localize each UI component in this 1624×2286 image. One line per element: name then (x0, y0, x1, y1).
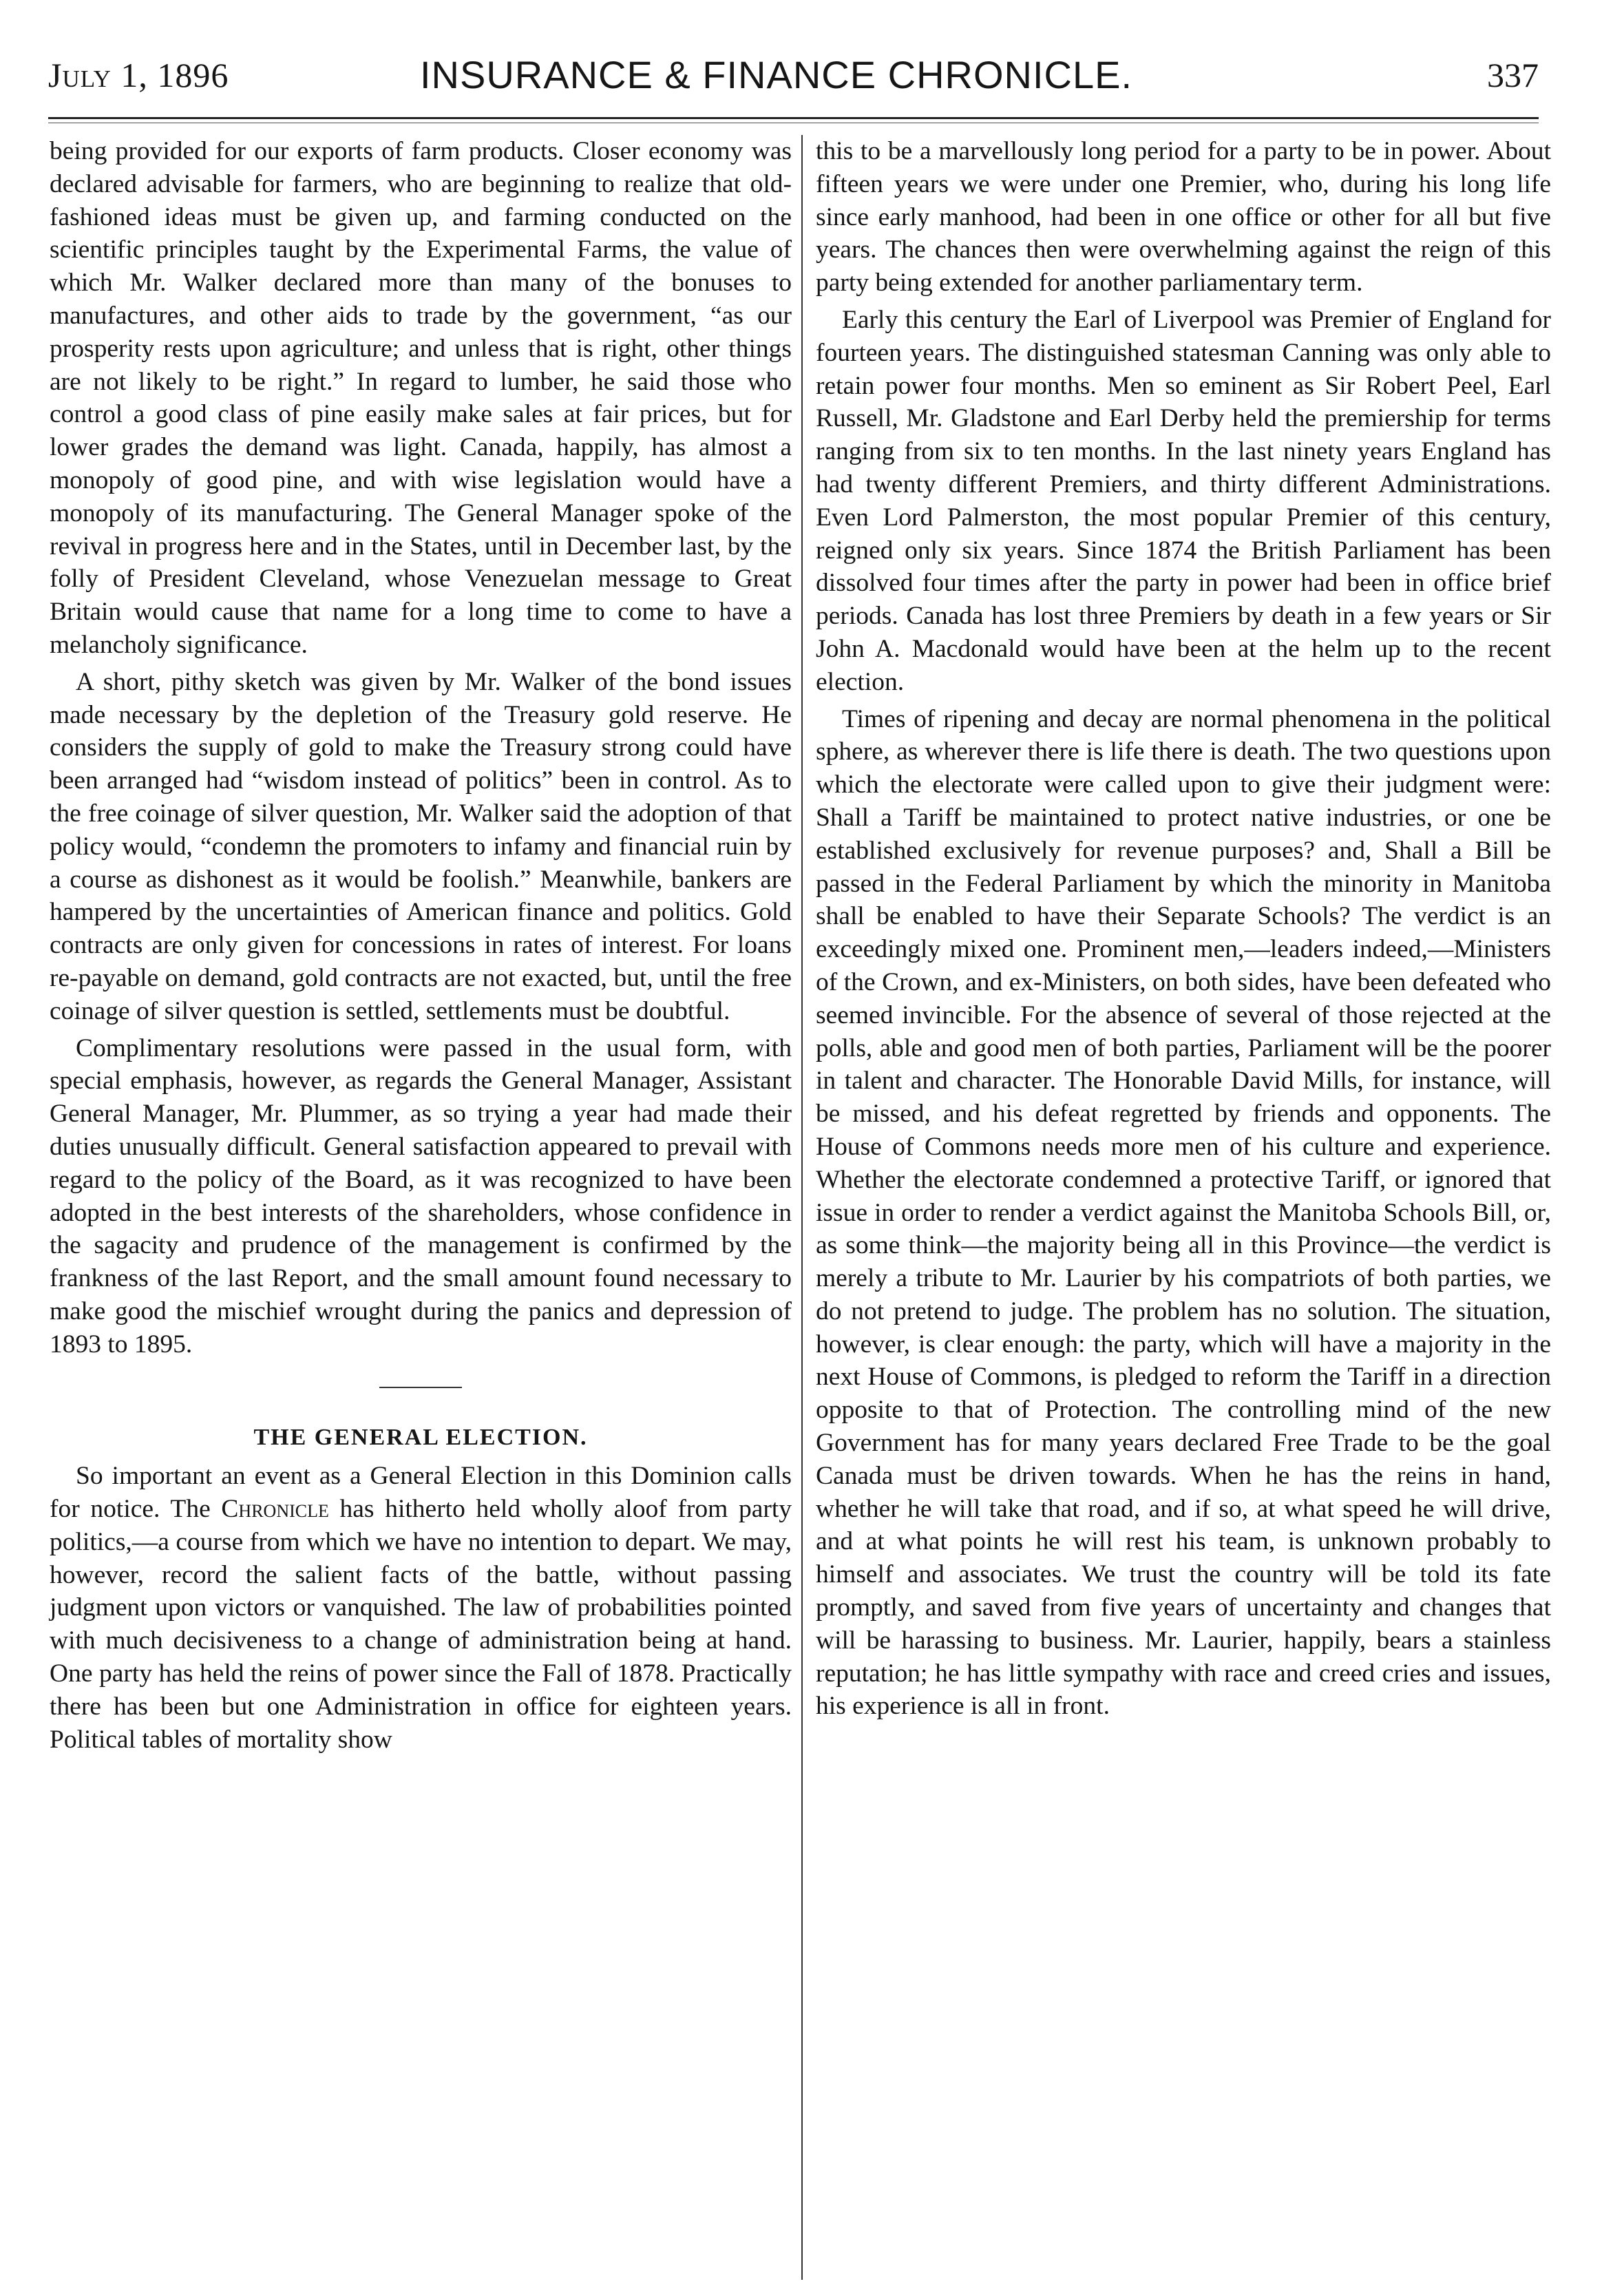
article-paragraph (50, 1460, 792, 1756)
publication-title: INSURANCE & FINANCE CHRONICLE. (420, 53, 1133, 96)
publication-name: Chronicle (221, 1495, 329, 1524)
header-rule (48, 117, 1539, 119)
article-paragraph: being provided for our exports of farm products. Closer economy was declared advisable for farmers, who are beginning to realize that old-fashioned ideas must be given up, and farming conducted on the scientific principles taught by the Experimental Farms, the value of which Mr. Walker declared more than many of the bonuses to manufactures, and other aids to trade by the government, “as our prosperity rests upon agriculture; and unless that is right, other things are not likely to be right.” In regard to lumber, he said those who control a good class of pine easily make sales at fair prices, but for lower grades the demand was light. Canada, happily, has almost a monopoly of good pine, and with wise legislation would have a monopoly of its manufacturing. The General Manager spoke of the revival in progress here and in the States, until in December last, by the folly of President Cleveland, whose Venezuelan message to Great Britain would cause that name for a long time to come to have a melancholy significance. (50, 137, 792, 659)
paragraph-text: has hitherto held wholly aloof from party politics,—a course from which we have no intention to depart. We may, however, record the salient facts of the battle, without passing judgment upon victors or vanquished. The law of probabilities pointed with much decisiveness to a change of administration being at hand. One party has held the reins of power since the Fall of 1878. Practically there has been but one Administration in office for eighteen years. Political tables of mortality show (50, 1495, 792, 1754)
right-column (816, 135, 1551, 1723)
page-number: 337 (1487, 56, 1539, 94)
section-divider (379, 1387, 462, 1388)
column-divider (801, 135, 803, 2280)
page-header (48, 50, 1539, 107)
left-column (50, 135, 792, 1756)
article-paragraph: Times of ripening and decay are normal phenomena in the political sphere, as wherever there is life there is death. The two questions upon which the electorate were called upon to give their judgment were: Shall a Tariff be maintained to protect native industries, or one be established exclusively for revenue purposes? and, Shall a Bill be passed in the Federal Parliament by which the minority in Manitoba shall be enabled to have their Separate Schools? The verdict is an exceedingly mixed one. Prominent men,—leaders indeed,—Ministers of the Crown, and ex-Ministers, on both sides, have been defeated who seemed invincible. For the absence of several of those rejected at the polls, able and good men of both parties, Parliament will be the poorer in talent and character. The Honorable David Mills, for instance, will be missed, and his defeat regretted by friends and opponents. The House of Commons needs more men of his culture and experience. Whether the electorate condemned a protective Tariff, or ignored that issue in order to render a verdict against the Manitoba Schools Bill, or, as some think—the majority being all in this Province—the verdict is merely a tribute to Mr. Laurier by his compatriots of both parties, we do not pretend to judge. The problem has no solution. The situation, however, is clear enough: the party, which will have a majority in the next House of Commons, is pledged to reform the Tariff in a direction opposite to that of Protection. The controlling mind of the new Government has for many years declared Free Trade to be the goal Canada must be driven towards. When he has the reins in hand, whether he will take that road, and if so, at what speed he will drive, and at what points he will rest his team, is unknown probably to himself and associates. We trust the country will be told its fate promptly, and saved from five years of uncertainty and changes that will be harassing to business. Mr. Laurier, happily, bears a stainless reputation; he has little sympathy with race and creed cries and issues, his experience is all in front. (816, 704, 1551, 1721)
paragraph-text: So important an event as a General Election in this Dominion calls for notice. The (50, 1462, 792, 1524)
section-heading: THE GENERAL ELECTION. (253, 1425, 588, 1451)
article-paragraph: Complimentary resolutions were passed in the usual form, with special emphasis, however, as regards the General Manager, Assistant General Manager, Mr. Plummer, as so trying a year had made their duties unusually difficult. General satisfaction appeared to prevail with regard to the policy of the Board, as it was recognized to have been adopted in the best interests of the shareholders, whose confidence in the sagacity and prudence of the management is confirmed by the frankness of the last Report, and the small amount found necessary to make good the mischief wrought during the panics and depression of 1893 to 1895. (50, 1034, 792, 1359)
article-paragraph: this to be a marvellously long period for a party to be in power. About fifteen years we were under one Premier, who, during his long life since early manhood, had been in one office or other for all but five years. The chances then were overwhelming against the reign of this party being extended for another parliamentary term. (816, 137, 1551, 297)
issue-date: July 1, 1896 (48, 56, 229, 94)
article-paragraph: A short, pithy sketch was given by Mr. Walker of the bond issues made necessary by the depletion of the Treasury gold reserve. He considers the supply of gold to make the Treasury strong could have been arranged had “wisdom instead of politics” been in control. As to the free coinage of silver question, Mr. Walker said the adoption of that policy would, “condemn the promoters to infamy and financial ruin by a course as dishonest as it would be foolish.” Meanwhile, bankers are hampered by the uncertainties of American finance and politics. Gold contracts are only given for concessions in rates of interest. For loans re-payable on demand, gold contracts are not exacted, but, until the free coinage of silver question is settled, settlements must be doubtful. (50, 667, 792, 1025)
article-paragraph: Early this century the Earl of Liverpool was Premier of England for fourteen years. The distinguished statesman Canning was only able to retain power four months. Men so eminent as Sir Robert Peel, Earl Russell, Mr. Gladstone and Earl Derby held the premiership for terms ranging from six to ten months. In the last ninety years England has had twenty different Premiers, and thirty different Administrations. Even Lord Palmerston, the most popular Premier of this century, reigned only six years. Since 1874 the British Parliament has been dissolved four times after the party in power had been in office brief periods. Canada has lost three Premiers by death in a few years or Sir John A. Macdonald would have been at the helm up to the recent election. (816, 305, 1551, 696)
